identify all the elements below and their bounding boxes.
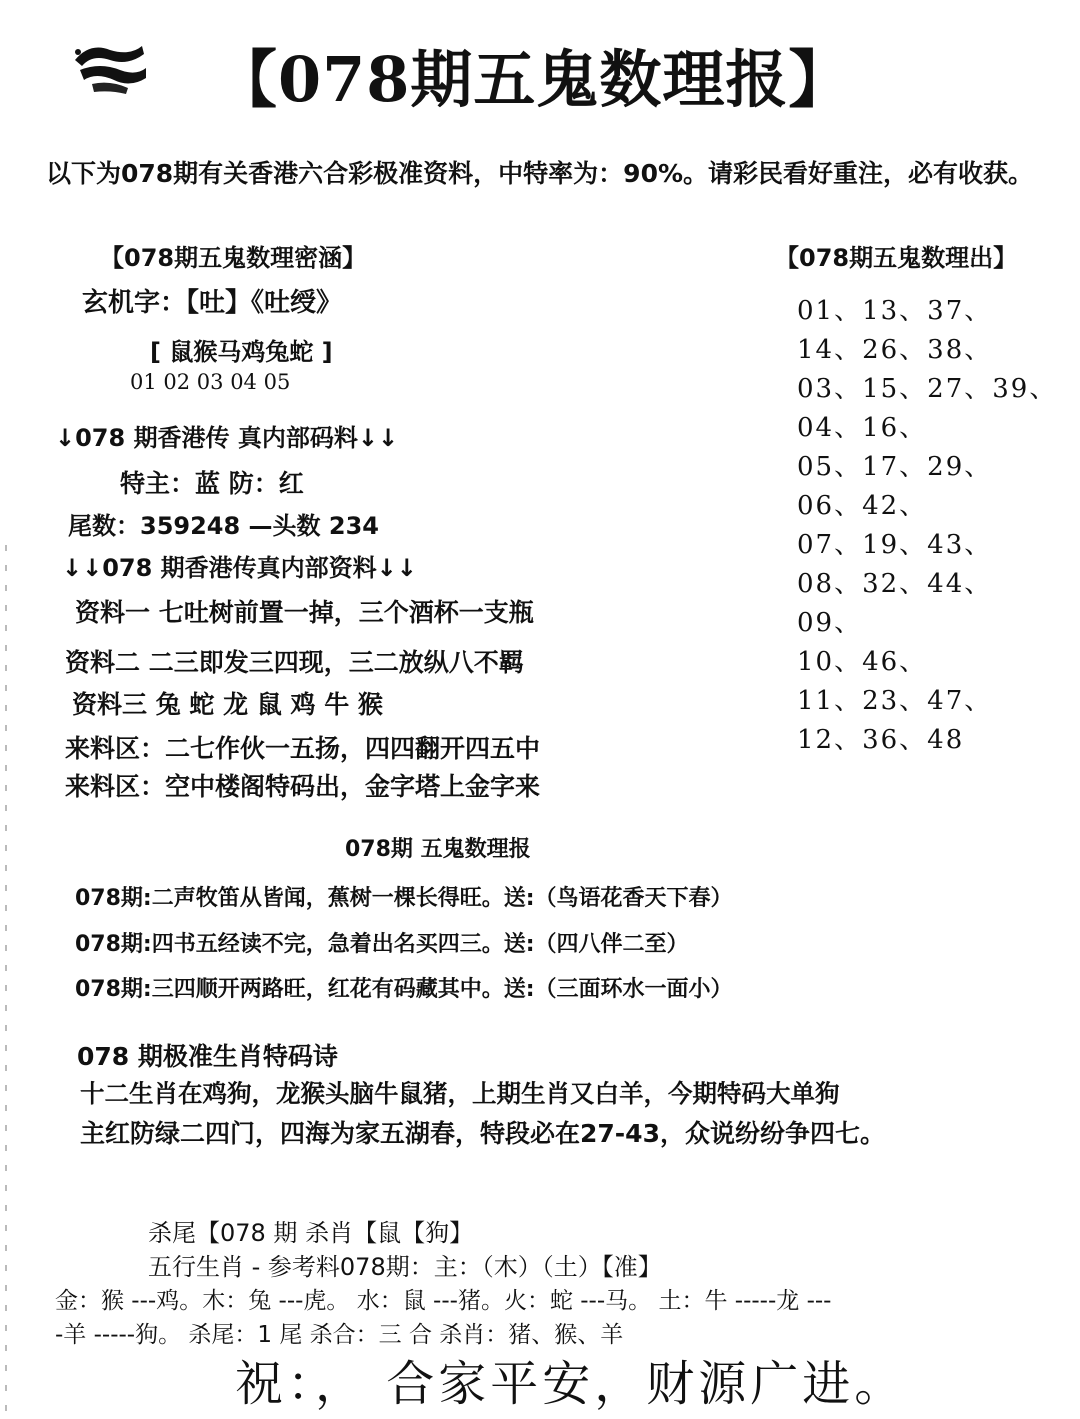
poem-title: 078 期极准生肖特码诗 xyxy=(77,1042,338,1071)
kill-tail: 杀尾【078 期 杀肖【鼠【狗】 xyxy=(148,1219,474,1247)
numbers-section-title: 【078期五鬼数理出】 xyxy=(775,244,1018,272)
number-row: 03、15、27、39、 xyxy=(797,374,1058,404)
poem-line: 十二生肖在鸡狗，龙猴头脑牛鼠猪，上期生肖又白羊，今期特码大单狗 xyxy=(80,1079,840,1108)
info-line: 来料区：空中楼阁特码出，金字塔上金字来 xyxy=(65,772,541,801)
number-row: 04、16、 xyxy=(797,413,928,443)
poem-line: 主红防绿二四门，四海为家五湖春，特段必在27-43，众说纷纷争四七。 xyxy=(80,1119,885,1148)
mystery-word: 玄机字：【吐】《吐绶》 xyxy=(82,288,343,318)
element-mapping: 金：猴 ---鸡。木：兔 ---虎。 水：鼠 ---猪。火：蛇 ---马。 土：牛 -----龙 --- xyxy=(55,1288,832,1314)
zodiac-list: [ 鼠猴马鸡兔蛇 ] xyxy=(150,338,333,366)
report-line: 078期:三四顺开两路旺，红花有码藏其中。送:（三面环水一面小） xyxy=(75,977,733,1002)
zodiac-numbers: 01 02 03 04 05 xyxy=(130,370,291,394)
blessing: 祝：， 合家平安，财源广进。 xyxy=(235,1356,907,1412)
number-row: 11、23、47、 xyxy=(797,686,993,716)
secret-section-title: 【078期五鬼数理密涵】 xyxy=(100,244,367,272)
snake-ink-logo-icon xyxy=(70,40,150,98)
info-line: 资料三 兔 蛇 龙 鼠 鸡 牛 猴 xyxy=(72,690,383,719)
report-line: 078期:四书五经读不完，急着出名买四三。送:（四八伴二至） xyxy=(75,932,689,957)
number-row: 06、42、 xyxy=(797,491,928,521)
number-row: 08、32、44、 xyxy=(797,569,993,599)
special-main-color: 特主：蓝 防：红 xyxy=(120,469,304,498)
number-row: 09、 xyxy=(797,608,863,638)
number-row: 07、19、43、 xyxy=(797,530,993,560)
info-line: 资料一 七吐树前置一掉，三个酒杯一支瓶 xyxy=(75,598,534,627)
report-title: 078期 五鬼数理报 xyxy=(345,837,531,862)
number-row: 10、46、 xyxy=(797,647,928,677)
scan-edge-artifact xyxy=(0,545,14,1415)
insider-info-title: ↓↓078 期香港传真内部资料↓↓ xyxy=(62,554,417,582)
intro-text: 以下为078期有关香港六合彩极准资料，中特率为：90%。请彩民看好重注，必有收获。 xyxy=(46,159,1034,188)
number-row: 14、26、38、 xyxy=(797,335,993,365)
insider-code-title: ↓078 期香港传 真内部码料↓↓ xyxy=(55,424,399,452)
kill-summary: -羊 -----狗。 杀尾：1 尾 杀合：三 合 杀肖：猪、猴、羊 xyxy=(55,1322,624,1348)
number-row: 01、13、37、 xyxy=(797,296,993,326)
number-row: 05、17、29、 xyxy=(797,452,993,482)
tail-head-numbers: 尾数：359248 —头数 234 xyxy=(68,512,380,540)
report-line: 078期:二声牧笛从皆闻，蕉树一棵长得旺。送:（鸟语花香天下春） xyxy=(75,886,733,911)
info-line: 资料二 二三即发三四现，三二放纵八不羁 xyxy=(65,648,524,677)
wuxing-zodiac: 五行生肖 - 参考料078期：主：（木）（土）【准】 xyxy=(148,1253,662,1281)
page-title: 【078期五鬼数理报】 xyxy=(215,43,852,116)
number-row: 12、36、48 xyxy=(797,725,965,755)
info-line: 来料区：二七作伙一五扬，四四翻开四五中 xyxy=(65,734,541,763)
